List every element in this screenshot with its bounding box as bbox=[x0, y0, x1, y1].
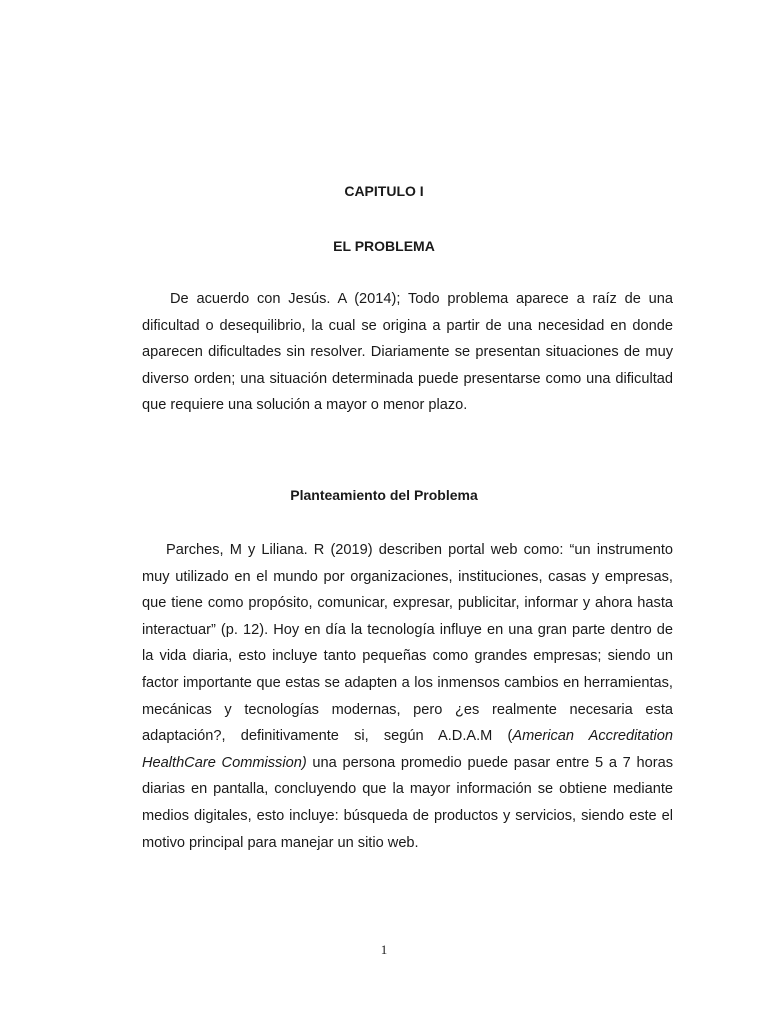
section-title: EL PROBLEMA bbox=[333, 238, 435, 254]
page-number: 1 bbox=[380, 942, 388, 957]
paragraph-text-end: una persona promedio puede pasar entre 5 a 7 horas diarias en pantalla, concluyendo que la mayor información se obtiene mediante medios digitales, esto incluye: búsqueda de productos y servicios, siendo este el motivo principal para manejar un sitio web. bbox=[142, 754, 674, 851]
subsection-title: Planteamiento del Problema bbox=[290, 487, 478, 503]
intro-paragraph: De acuerdo con Jesús. A (2014); Todo problema aparece a raíz de una dificultad o desequilibrio, la cual se origina a partir de una necesidad en donde aparecen dificultades sin resolver. Diariamente se presentan situaciones de muy diverso orden; una situación determinada puede presentarse como una dificultad que requiere una solución a mayor o menor plazo. bbox=[142, 291, 673, 414]
problem-statement-paragraph bbox=[142, 537, 673, 856]
chapter-title: CAPITULO I bbox=[344, 183, 424, 199]
italic-organization-name: American Accreditation HealthCare Commission) bbox=[142, 728, 674, 771]
paragraph-text-start: Parches, M y Liliana. R (2019) describen portal web como: “un instrumento muy utilizado en el mundo por organizaciones, instituciones, casas y empresas, que tiene como propósito, comunicar, expresar, publicitar, informar y ahora hasta interactuar” (p. 12). Hoy en día la tecnología influye en una gran parte dentro de la vida diaria, esto incluye tanto pequeñas como grandes empresas; siendo un factor importante que estas se adapten a los inmensos cambios en herramientas, mecánicas y tecnologías modernas, pero ¿es realmente necesaria esta adaptación?, definitivamente si, según A.D.A.M ( bbox=[142, 542, 673, 745]
